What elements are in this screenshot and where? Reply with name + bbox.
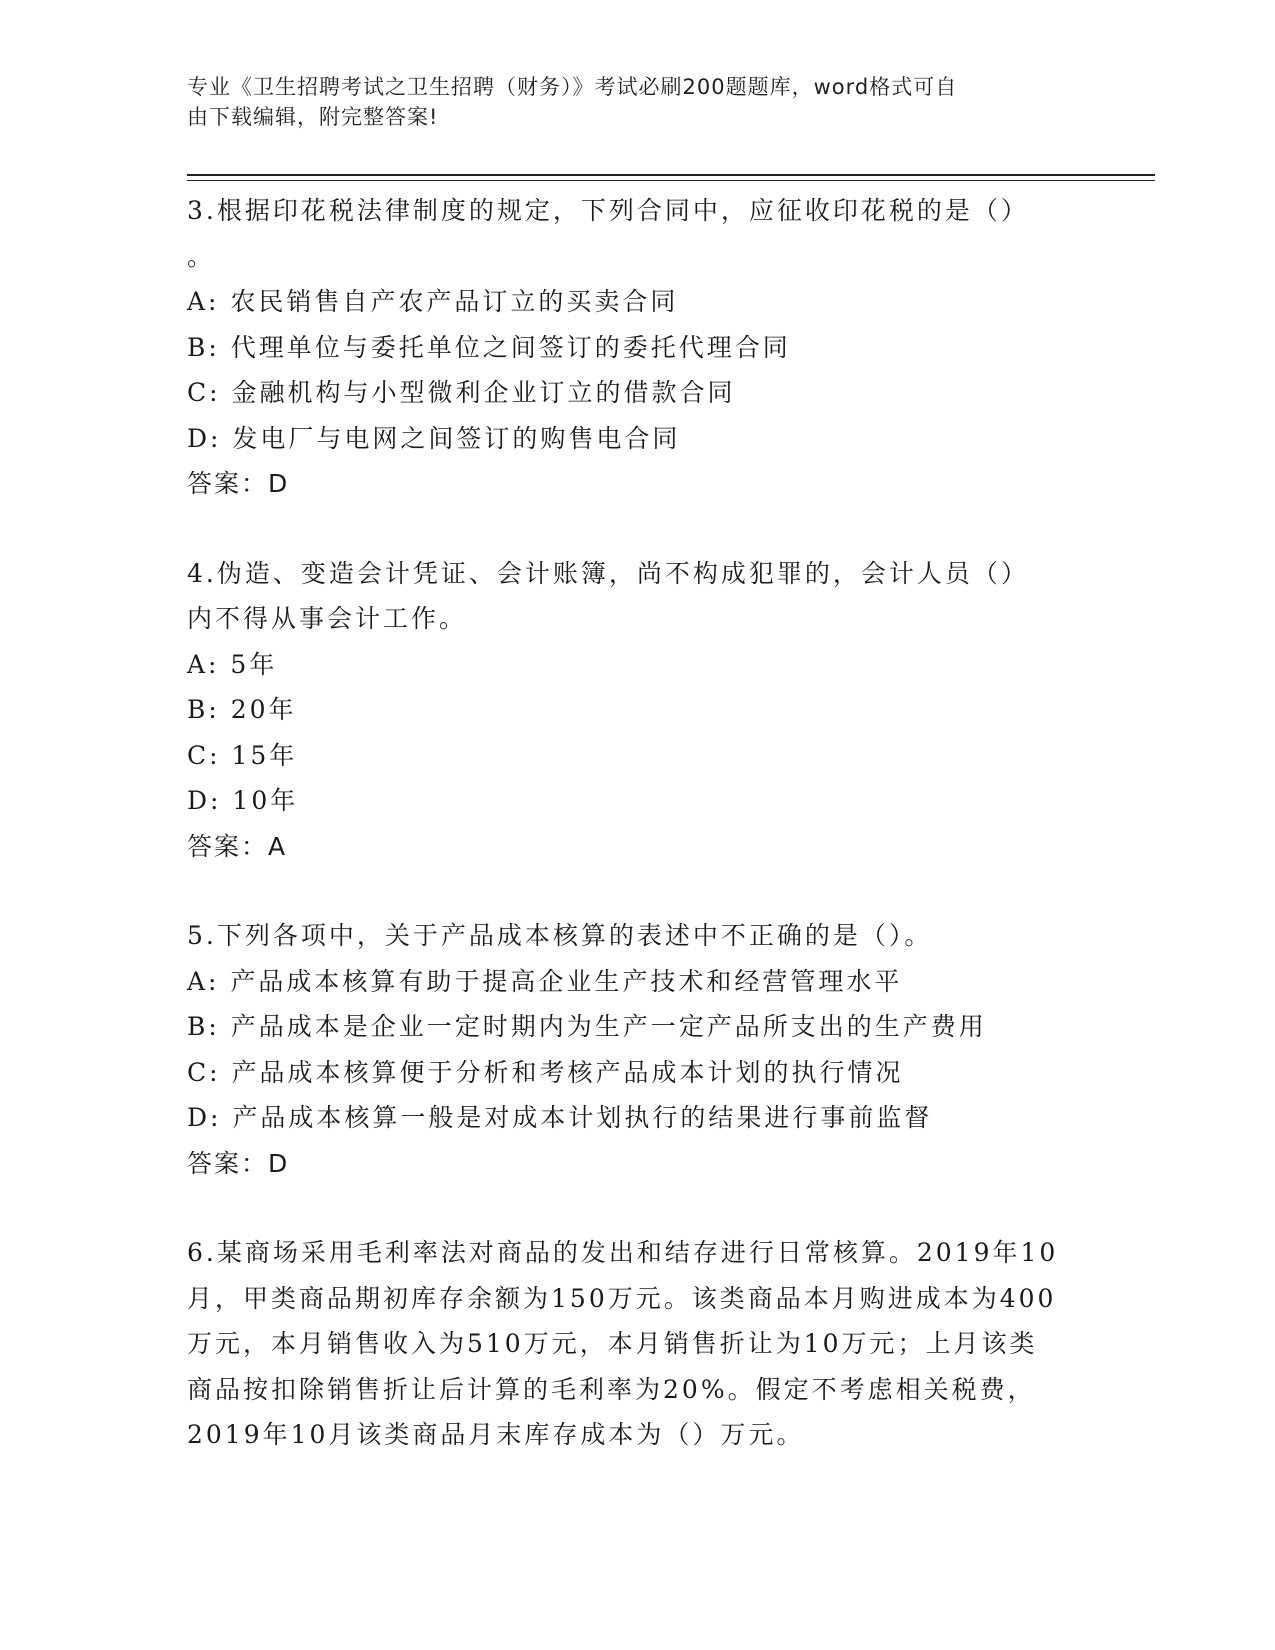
question-5 [187, 913, 1087, 1186]
question-stem-line: 3.根据印花税法律制度的规定，下列合同中，应征收印花税的是（） [187, 196, 1029, 225]
header-divider-thin [187, 180, 1155, 181]
question-4 [187, 551, 1087, 870]
answer-label: 答案：D [187, 1148, 290, 1178]
question-stem-line: 内不得从事会计工作。 [187, 604, 468, 633]
header-line-2: 由下载编辑，附完整答案! [187, 105, 439, 129]
question-stem-line: 月，甲类商品期初库存余额为150万元。该类商品本月购进成本为400 [187, 1283, 1057, 1313]
document-header [187, 72, 1067, 132]
question-3 [187, 188, 1087, 507]
question-stem-line: 。 [187, 241, 216, 271]
header-divider-thick [187, 174, 1155, 176]
question-6 [187, 1230, 1087, 1458]
option-c: C: 15年 [187, 740, 298, 770]
option-b: B: 代理单位与委托单位之间签订的委托代理合同 [187, 332, 791, 362]
option-c: C: 产品成本核算便于分析和考核产品成本计划的执行情况 [187, 1057, 904, 1087]
answer-label: 答案：D [187, 469, 290, 498]
header-line-1: 专业《卫生招聘考试之卫生招聘（财务）》考试必刷200题题库，word格式可自 [187, 75, 958, 99]
option-a: A: 5年 [187, 649, 278, 679]
question-stem-line: 2019年10月该类商品月末库存成本为（）万元。 [187, 1420, 805, 1449]
option-a: A: 产品成本核算有助于提高企业生产技术和经营管理水平 [187, 966, 903, 996]
answer-label: 答案：A [187, 831, 288, 861]
option-b: B: 产品成本是企业一定时期内为生产一定产品所支出的生产费用 [187, 1012, 987, 1041]
option-d: D: 产品成本核算一般是对成本计划执行的结果进行事前监督 [187, 1103, 933, 1132]
question-list [187, 188, 1087, 1502]
question-stem-line: 4.伪造、变造会计凭证、会计账簿，尚不构成犯罪的，会计人员（） [187, 558, 1029, 588]
option-b: B: 20年 [187, 695, 297, 724]
question-stem-line: 6.某商场采用毛利率法对商品的发出和结存进行日常核算。2019年10 [187, 1238, 1059, 1267]
question-stem-line: 万元，本月销售收入为510万元，本月销售折让为10万元；上月该类 [187, 1329, 1038, 1358]
option-d: D: 10年 [187, 786, 299, 815]
option-d: D: 发电厂与电网之间签订的购售电合同 [187, 423, 681, 453]
question-stem-line: 商品按扣除销售折让后计算的毛利率为20%。假定不考虑相关税费， [187, 1374, 1036, 1404]
question-stem-line: 5.下列各项中，关于产品成本核算的表述中不正确的是（）。 [187, 921, 933, 950]
option-a: A: 农民销售自产农产品订立的买卖合同 [187, 287, 679, 316]
option-c: C: 金融机构与小型微利企业订立的借款合同 [187, 378, 736, 407]
